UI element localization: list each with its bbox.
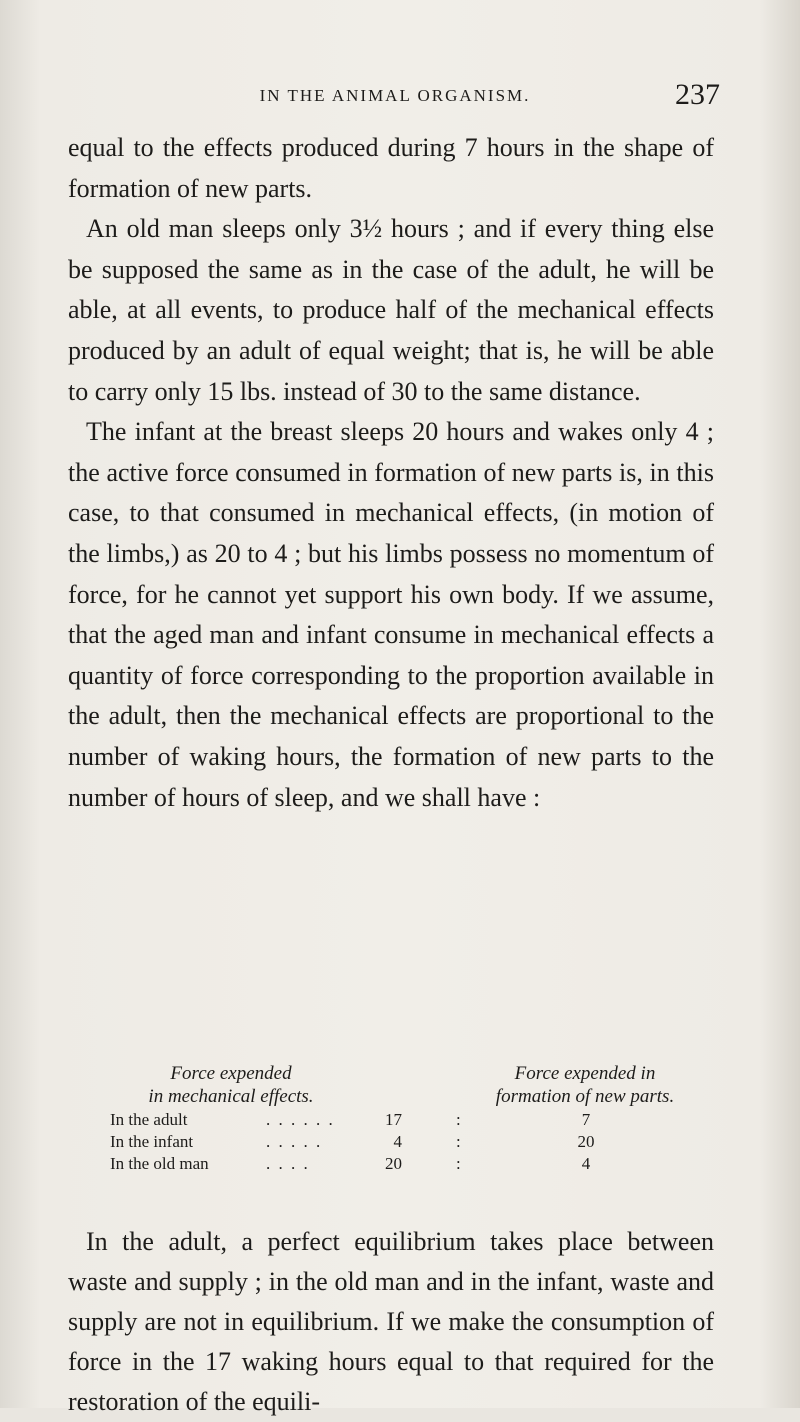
separator: : [456, 1132, 461, 1151]
row-label: In the adult [110, 1110, 188, 1129]
row-label: In the infant [110, 1132, 194, 1151]
table-header [96, 1062, 716, 1110]
formation-value: 4 [581, 1154, 591, 1173]
mechanical-value: 20 [385, 1154, 402, 1173]
formation-value: 20 [577, 1132, 595, 1151]
formation-value: 7 [581, 1110, 591, 1129]
table-row [96, 1154, 716, 1176]
mechanical-value: 4 [393, 1132, 402, 1151]
leader-dots: . . . . . . [266, 1110, 335, 1129]
row-label: In the old man [110, 1154, 209, 1173]
column-header-formation [454, 1062, 716, 1108]
header-line: Force expended in [514, 1063, 656, 1084]
column-header-mechanical [96, 1062, 366, 1108]
force-table [96, 1062, 716, 1176]
leader-dots: . . . . . [266, 1132, 323, 1151]
paragraph: An old man sleeps only 3½ hours ; and if every thing else be supposed the same as in the case of the adult, he will be able, at all events, to produce half of the mechanical effects produced by an adult of equal weight; that is, he will be able to carry only 15 lbs. instead of 30 to the same distance. [68, 214, 714, 406]
table-row [96, 1132, 716, 1154]
separator: : [456, 1110, 461, 1129]
leader-dots: . . . . [266, 1154, 310, 1173]
mechanical-value: 17 [385, 1110, 402, 1129]
header-line: formation of new parts. [495, 1086, 675, 1107]
header-line: Force expended [170, 1063, 292, 1084]
page-number: 237 [675, 78, 720, 111]
closing-text [68, 1222, 714, 1422]
paragraph: In the adult, a perfect equilibrium takes place between waste and supply ; in the old man and in the infant, waste and supply are not in equilibrium. If we make the consumption of force in the 17 waking hours equal to that required for the restoration of the equili- [68, 1227, 714, 1416]
table-row [96, 1110, 716, 1132]
paragraph: equal to the effects produced during 7 hours in the shape of formation of new parts. [68, 133, 714, 203]
header-line: in mechanical effects. [148, 1086, 314, 1107]
body-text [68, 128, 714, 818]
running-head [70, 78, 720, 118]
paragraph: The infant at the breast sleeps 20 hours and wakes only 4 ; the active force consumed in formation of new parts is, in this case, to that consumed in mechanical effects, (in motion of the limbs,) as 20 to 4 ; but his limbs possess no momentum of force, for he cannot yet support his own body. If we assume, that the aged man and infant consume in mechanical effects a quantity of force corresponding to the proportion available in the adult, then the mechanical effects are proportional to the number of waking hours, the formation of new parts to the number of hours of sleep, and we shall have : [68, 417, 714, 812]
separator: : [456, 1154, 461, 1173]
running-title: IN THE ANIMAL ORGANISM. [259, 86, 531, 105]
